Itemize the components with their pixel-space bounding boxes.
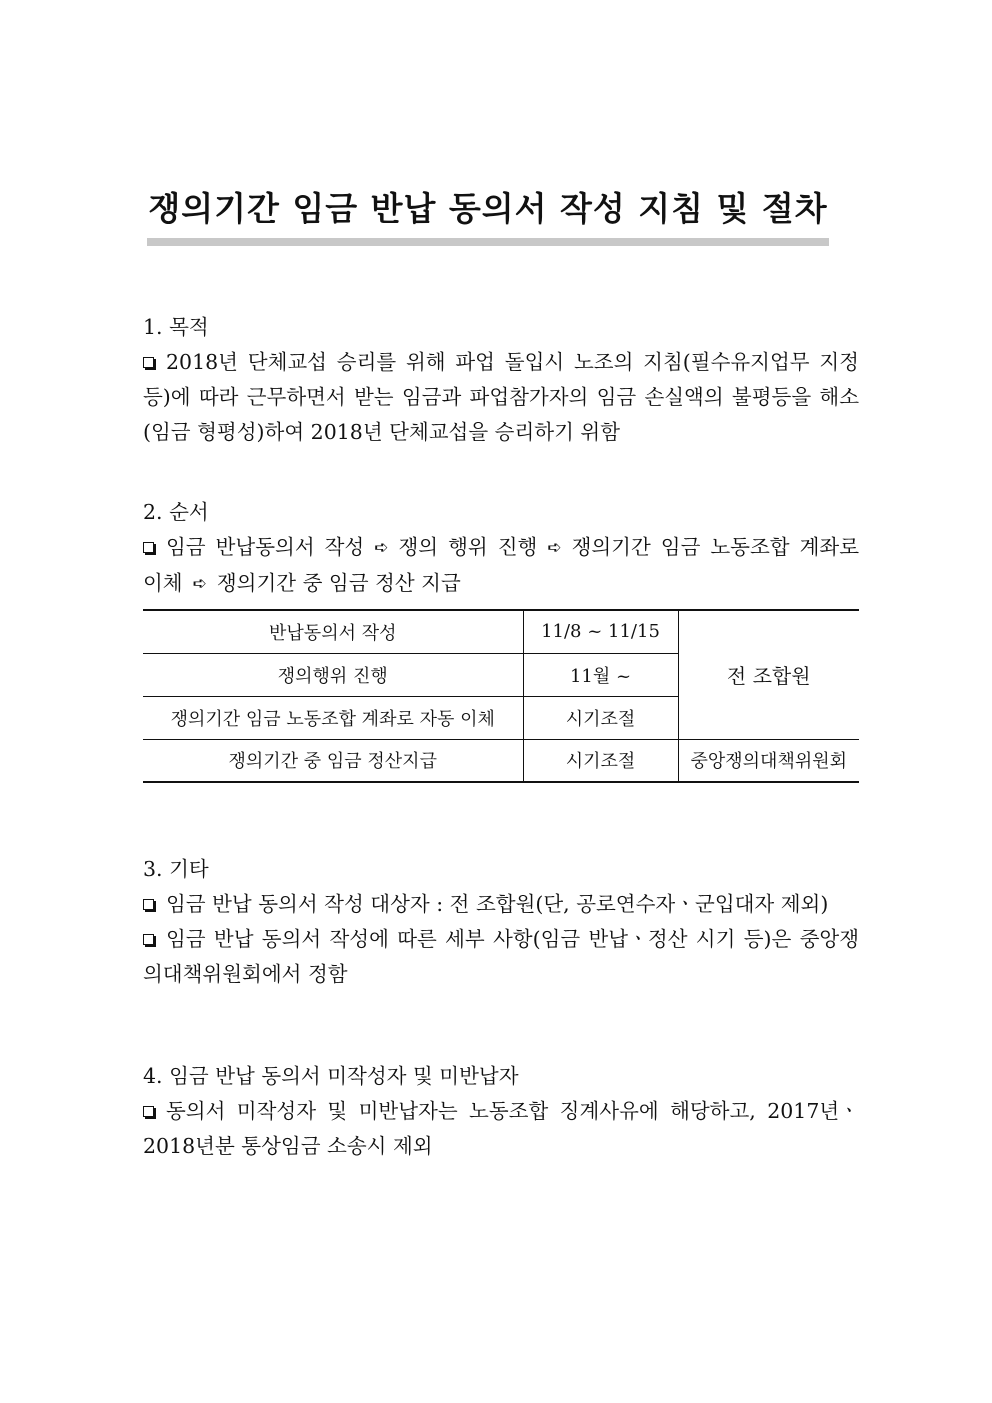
table-cell: 쟁의기간 중 임금 정산지급 (143, 739, 523, 782)
section-paragraph: 동의서 미작성자 및 미반납자는 노동조합 징계사유에 해당하고, 2017년ㆍ2018년분 통상임금 소송시 제외 (143, 1099, 859, 1158)
schedule-table (143, 609, 859, 783)
section-steps (143, 530, 859, 602)
table-cell: 중앙쟁의대책위원회 (678, 739, 859, 782)
section-heading: 2. 순서 (143, 500, 209, 524)
section-other (143, 852, 859, 992)
table-cell: 11/8 ~ 11/15 (523, 610, 678, 653)
section-heading: 3. 기타 (143, 857, 209, 881)
step-item: 임금 반납동의서 작성 (166, 535, 365, 559)
document-title: 쟁의기간 임금 반납 동의서 작성 지침 및 절차 (148, 189, 828, 228)
checkbox-bullet-icon (143, 1106, 154, 1117)
section-paragraph: 임금 반납 동의서 작성 대상자 : 전 조합원(단, 공로연수자ㆍ군입대자 제외) (143, 887, 859, 922)
section-heading: 4. 임금 반납 동의서 미작성자 및 미반납자 (143, 1064, 519, 1088)
section-order (143, 495, 859, 602)
right-arrow-icon: ➪ (374, 538, 389, 558)
step-item: 쟁의기간 중 임금 정산 지급 (216, 571, 461, 595)
checkbox-bullet-icon (143, 542, 154, 553)
table-cell: 11월 ~ (523, 653, 678, 696)
table-cell-merged: 전 조합원 (678, 610, 859, 739)
table-cell: 시기조절 (523, 739, 678, 782)
section-heading: 1. 목적 (143, 315, 209, 339)
section-paragraph: 임금 반납 동의서 작성에 따른 세부 사항(임금 반납ㆍ정산 시기 등)은 중앙쟁의대책위원회에서 정함 (143, 927, 859, 986)
table-cell: 쟁의행위 진행 (143, 653, 523, 696)
table-cell: 반납동의서 작성 (143, 610, 523, 653)
section-non-submitters (143, 1059, 859, 1164)
checkbox-bullet-icon (143, 899, 154, 910)
right-arrow-icon: ➪ (192, 574, 207, 594)
right-arrow-icon: ➪ (547, 538, 562, 558)
step-item: 쟁의기간 임금 노동조합 계좌로 이체 (143, 535, 859, 595)
checkbox-bullet-icon (143, 357, 154, 368)
title-underline-bar (147, 238, 829, 246)
table-row (143, 610, 859, 653)
table-row (143, 739, 859, 782)
table-cell: 시기조절 (523, 696, 678, 739)
table-cell: 쟁의기간 임금 노동조합 계좌로 자동 이체 (143, 696, 523, 739)
checkbox-bullet-icon (143, 934, 154, 945)
step-item: 쟁의 행위 진행 (398, 535, 538, 559)
section-purpose (143, 310, 859, 450)
section-paragraph: 2018년 단체교섭 승리를 위해 파업 돌입시 노조의 지침(필수유지업무 지정 등)에 따라 근무하면서 받는 임금과 파업참가자의 임금 손실액의 불평등을 해소(임금 형평성)하여 2018년 단체교섭을 승리하기 위함 (143, 350, 859, 444)
